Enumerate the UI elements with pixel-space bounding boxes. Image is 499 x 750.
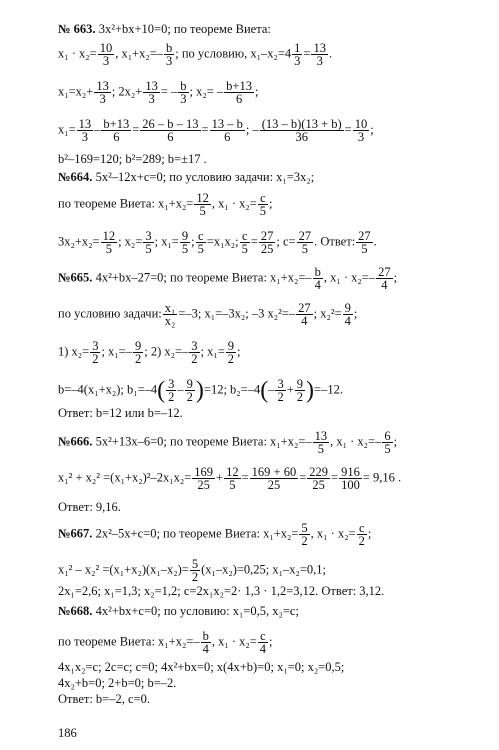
problem-665-condition: по условию задачи: $\frac{\text{x₁}}{\text{x₂}}$ =–3; x₁=–3x₂; –3 x₂²=– $\frac{27}{4}$ ; x₂²= $\frac{9}{4}$ ; — [58, 301, 358, 328]
page-number: 186 — [58, 726, 77, 740]
problem-663-result: b²–169=120; b²=289; b=±17 . — [58, 152, 207, 166]
problem-665-answer: Ответ: b=12 или b=–12. — [58, 406, 183, 420]
problem-668-vieta: по теореме Виета: x₁+x₂=– $\frac{b}{4}$ , x₁ · x₂= $\frac{c}{4}$ ; — [58, 629, 273, 656]
problem-667-statement: №667. 2x²–5x+c=0; по теореме Виета: x₁+x₂= $\frac{5}{2}$ , x₁ · x₂= $\frac{c}{2}$ ; — [58, 521, 372, 548]
problem-663-vieta: x₁ · x₂= $\frac{10}{3}$ , x₁+x₂=– $\frac{b}{3}$ ; по условию, x₁–x₂=4 $\frac{1}{3}$ = $\frac{13}{3}$ . — [58, 41, 333, 68]
problem-667-solution: x₁² – x₂² =(x₁+x₂)(x₁–x₂)= $\frac{5}{2}$ (x₁–x₂)=0,25; x₁–x₂=0,1; — [58, 557, 327, 584]
problem-667-answer: 2x₁=2,6; x₁=1,3; x₂=1,2; c=2x₁x₂=2· 1,3 · 1,2=3,12. Ответ: 3,12. — [58, 584, 385, 598]
problem-664-vieta: по теореме Виета: x₁+x₂= $\frac{12}{5}$ , x₁ · x₂= $\frac{c}{5}$ ; — [58, 191, 273, 218]
problem-665-statement: №665. 4x²+bx–27=0; по теореме Виета: x₁+x₂=– $\frac{b}{4}$ , x₁ · x₂=– $\frac{27}{4}$ ; — [58, 265, 398, 292]
problem-663-step1: x₁=x₂+ $\frac{13}{3}$ ; 2x₂+ $\frac{13}{3}$ = – $\frac{b}{3}$ ; x₂= – $\frac{b+13}{6}$ ; — [58, 79, 259, 106]
problem-666-statement: №666. 5x²+13x–6=0; по теореме Виета: x₁+x₂=– $\frac{13}{5}$ , x₁ · x₂=– $\frac{6}{5}$ ; — [58, 429, 398, 456]
problem-668-step1: 4x₁x₂=c; 2c=c; c=0; 4x²+bx=0; x(4x+b)=0; x₁=0; x₂=0,5; — [58, 660, 345, 674]
problem-666-solution: x₁² + x₂² =(x₁+x₂)²–2x₁x₂= $\frac{169}{25}$ + $\frac{12}{5}$ = $\frac{169 + 60}{25}$ = $\frac{229}{25}$ = $\frac{916}{100}$ = 9,16 . — [58, 465, 402, 492]
problem-668-step2: 4x₂+b=0; 2+b=0; b=–2. — [58, 676, 177, 690]
problem-668-statement: №668. 4x²+bx+c=0; по условию: x₁=0,5, x₂=c; — [58, 604, 299, 618]
problem-663-statement: № 663. 3x²+bx+10=0; по теореме Виета: — [58, 22, 271, 36]
problem-664-statement: №664. 5x²–12x+c=0; по условию задачи: x₁=3x₂; — [58, 170, 315, 184]
problem-666-answer: Ответ: 9,16. — [58, 500, 121, 514]
problem-665-roots: 1) x₂= $\frac{3}{2}$ ; x₁=– $\frac{9}{2}$ ; 2) x₂=– $\frac{3}{2}$ ; x₁= $\frac{9}{2}$ ; — [58, 339, 241, 366]
problem-663-step2: x₁= $\frac{13}{3}$ – $\frac{b+13}{6}$ = $\frac{26 - b - 13}{6}$ = $\frac{13 - b}{6}$ ; – $\frac{(13 - b)(13 + b)}{36}$ = $\frac{10}{3}$ ; — [58, 117, 374, 144]
problem-665-b-values: b=–4(x₁+x₂); b₁=–4( $\frac{3}{2}$ – $\frac{9}{2}$ )=12; b₂=–4(– $\frac{3}{2}$ + $\frac{9}{2}$ )=–12. — [58, 377, 343, 404]
problem-664-solution: 3x₂+x₂= $\frac{12}{5}$ ; x₂= $\frac{3}{5}$ ; x₁= $\frac{9}{5}$ ; $\frac{c}{5}$ =x₁x₂; $\frac{c}{5}$ = $\frac{27}{25}$ ; c= $\frac{27}{5}$ . Ответ: $\frac{27}{5}$ . — [58, 229, 377, 256]
problem-668-answer: Ответ: b=–2, c=0. — [58, 692, 150, 706]
